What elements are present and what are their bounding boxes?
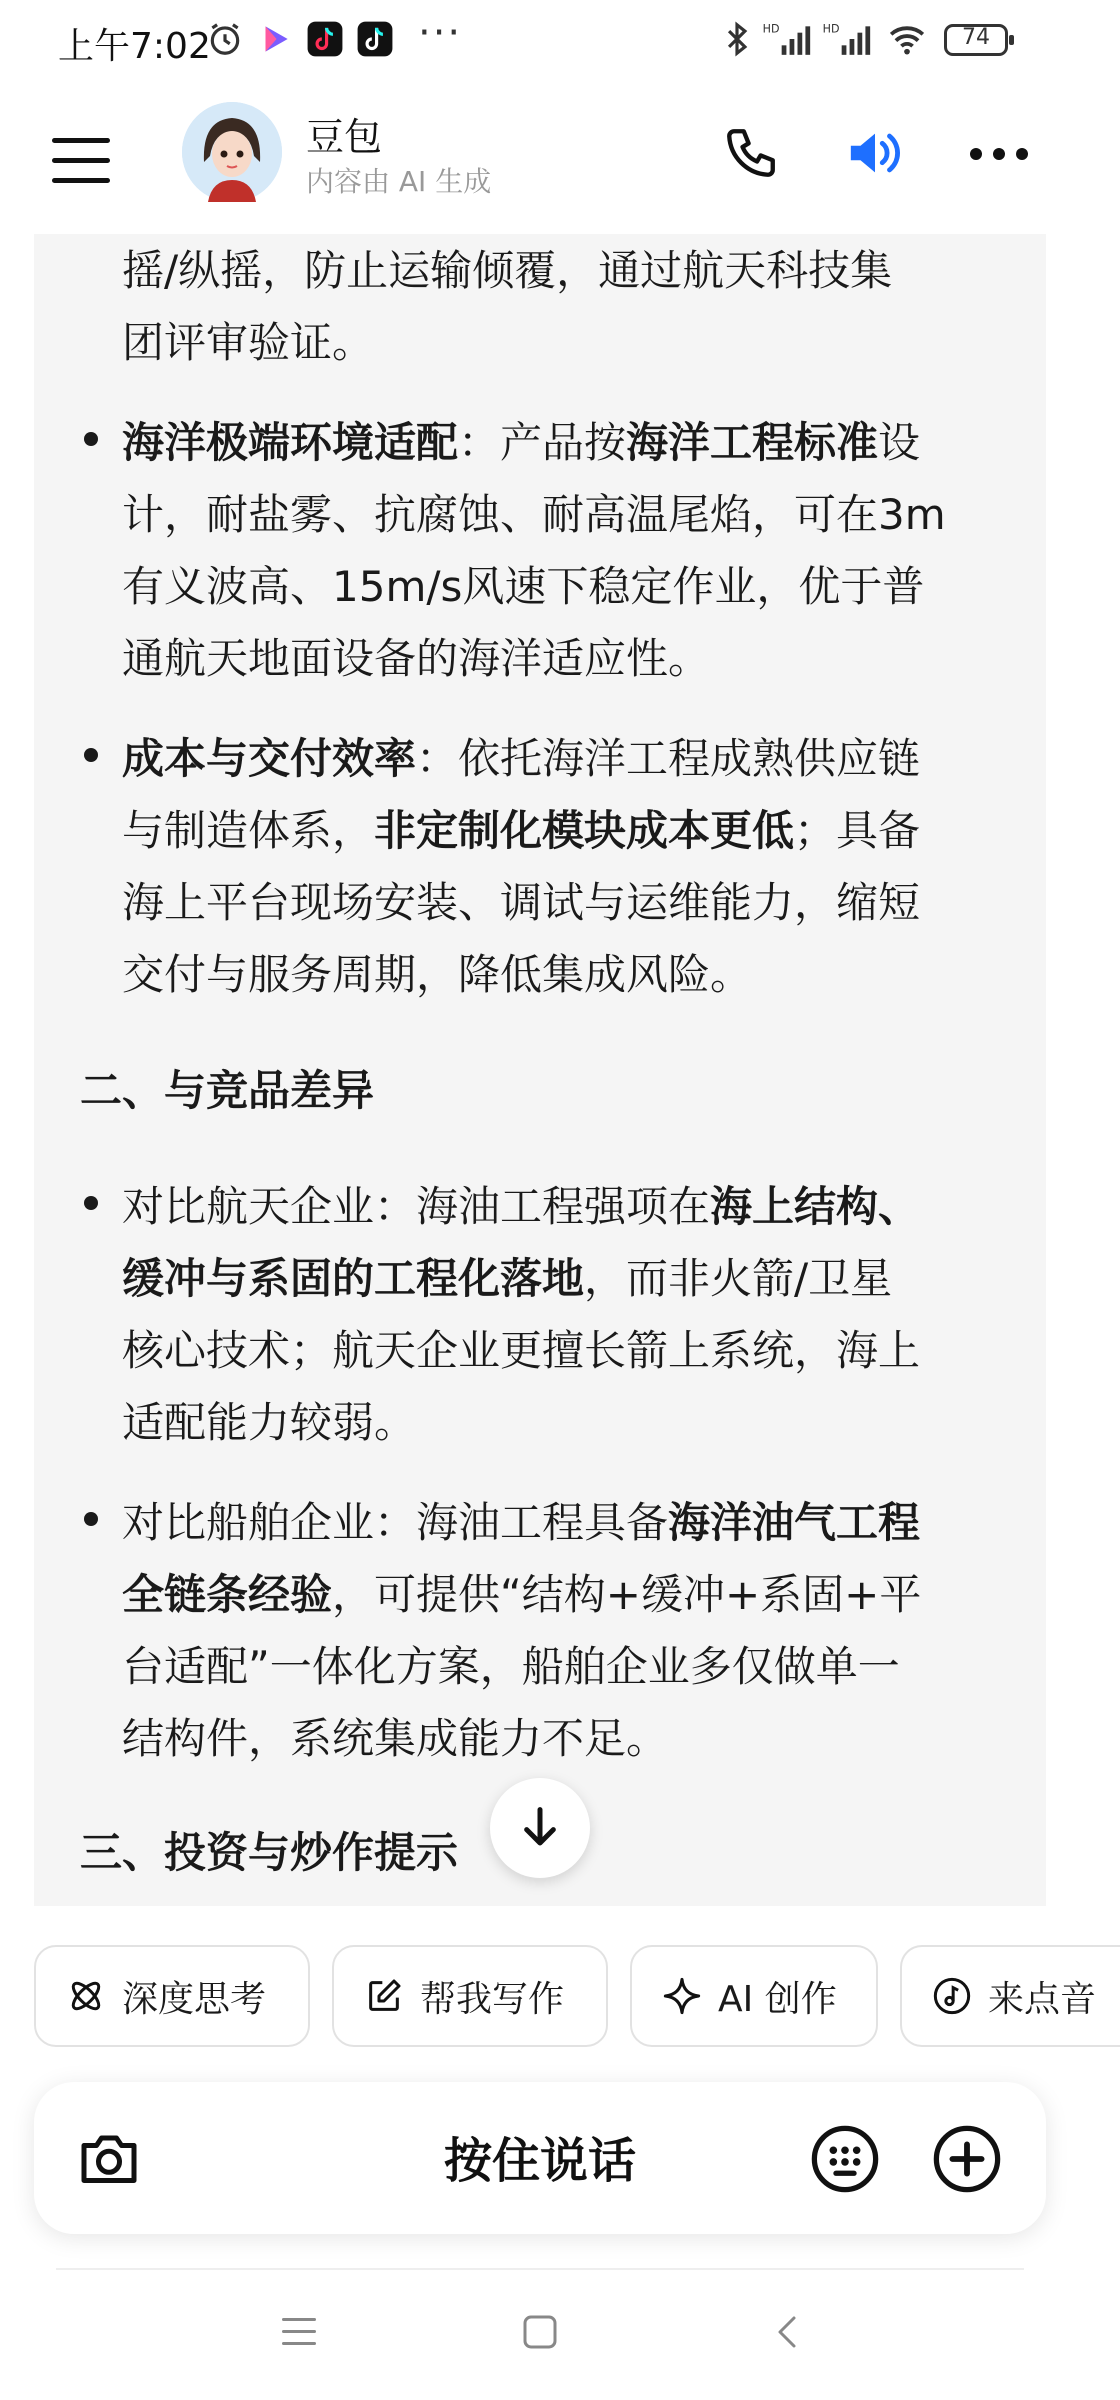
bot-avatar[interactable]: [182, 102, 282, 202]
status-time: 上午7:02: [58, 26, 211, 67]
text-span: 设: [878, 418, 921, 467]
bold-text: 缓冲与系固的工程化落地: [122, 1254, 585, 1303]
bold-text: 海洋工程标准: [626, 418, 879, 467]
bold-text: 海上结构、: [710, 1182, 921, 1231]
chip-label: 来点音: [988, 1978, 1097, 2020]
douyin-lite-icon: [356, 20, 394, 58]
music-icon: [932, 1976, 972, 2016]
bluetooth-icon: [718, 20, 756, 58]
battery-level: 74: [962, 25, 990, 50]
alarm-icon: [206, 20, 244, 58]
chat-header: [0, 84, 1080, 234]
doubao-avatar-icon: [182, 102, 282, 202]
text-line: [122, 410, 920, 470]
signal-hd-1-icon: [760, 20, 816, 58]
battery-icon: [944, 24, 1008, 56]
text-line: [122, 726, 920, 786]
svg-text:HD: HD: [822, 22, 840, 36]
section-heading: 三、投资与炒作提示: [80, 1828, 459, 1877]
text-line: [122, 1490, 920, 1550]
chip-help-me-write[interactable]: [332, 1945, 608, 2047]
signal-hd-2-icon: [820, 20, 876, 58]
video-app-icon: [256, 20, 294, 58]
text-line: [122, 798, 920, 858]
bold-text: 海洋极端环境适配: [122, 418, 459, 467]
status-more-indicator: ···: [418, 10, 463, 56]
text-span: ，而非火箭/卫星: [584, 1254, 893, 1303]
text-line: 团评审验证。: [122, 318, 375, 367]
text-span: ；具备: [794, 806, 921, 855]
wifi-icon: [884, 20, 930, 58]
bullet-dot: [84, 1196, 98, 1210]
camera-icon[interactable]: [76, 2128, 142, 2188]
chip-ai-create[interactable]: [630, 1945, 878, 2047]
bullet-dot: [84, 748, 98, 762]
section-heading: 二、与竞品差异: [80, 1066, 375, 1115]
more-options-icon[interactable]: [968, 144, 1030, 164]
message-content: [34, 234, 1046, 1906]
text-line: [122, 1246, 892, 1306]
text-line: 有义波高、15m/s风速下稳定作业，优于普: [122, 562, 925, 611]
text-line: 海上平台现场安装、调试与运维能力，缩短: [122, 878, 921, 927]
bullet-dot: [84, 432, 98, 446]
chip-deep-thinking[interactable]: [34, 1945, 310, 2047]
emoji-icon[interactable]: [810, 2124, 880, 2194]
text-line: [122, 1562, 921, 1622]
text-line: 结构件，系统集成能力不足。: [122, 1714, 669, 1763]
text-line: 适配能力较弱。: [122, 1398, 417, 1447]
input-bar: [34, 2082, 1046, 2234]
bold-text: 成本与交付效率: [122, 734, 417, 783]
speaker-icon[interactable]: [842, 124, 908, 182]
text-line: 摇/纵摇，防止运输倾覆，通过航天科技集: [122, 246, 893, 295]
text-span: ：产品按: [458, 418, 627, 467]
bot-name: 豆包: [306, 115, 383, 159]
chip-music[interactable]: [900, 1945, 1120, 2047]
scroll-to-bottom-button[interactable]: [490, 1778, 590, 1878]
bullet-dot: [84, 1512, 98, 1526]
hold-to-talk-button[interactable]: 按住说话: [443, 2133, 636, 2189]
chip-label: 帮我写作: [420, 1978, 565, 2020]
douyin-icon: [306, 20, 344, 58]
text-line: 台适配”一体化方案，船舶企业多仅做单一: [122, 1642, 900, 1691]
edit-icon: [364, 1976, 404, 2016]
plus-icon[interactable]: [932, 2124, 1002, 2194]
divider: [56, 2268, 1024, 2270]
nav-back-icon[interactable]: [768, 2312, 808, 2352]
text-span: 对比船舶企业：海油工程具备: [122, 1498, 669, 1547]
chip-label: 深度思考: [122, 1978, 267, 2020]
text-span: 与制造体系，: [122, 806, 375, 855]
ai-generated-notice: 内容由 AI 生成: [306, 165, 492, 198]
status-bar: [0, 0, 1080, 84]
arrow-down-icon: [520, 1806, 560, 1850]
nav-menu-icon[interactable]: [280, 2314, 320, 2350]
text-line: 核心技术；航天企业更擅长箭上系统，海上: [122, 1326, 921, 1375]
atom-icon: [66, 1976, 106, 2016]
menu-icon[interactable]: [52, 132, 118, 188]
bold-text: 非定制化模块成本更低: [374, 806, 795, 855]
sparkle-icon: [662, 1976, 702, 2016]
text-span: 对比航天企业：海油工程强项在: [122, 1182, 711, 1231]
text-line: 计，耐盐雾、抗腐蚀、耐高温尾焰，可在3m: [122, 490, 946, 539]
chip-label: AI 创作: [718, 1978, 837, 2020]
nav-home-icon[interactable]: [520, 2312, 560, 2352]
phone-call-icon[interactable]: [722, 124, 780, 182]
text-line: 通航天地面设备的海洋适应性。: [122, 634, 711, 683]
text-line: 交付与服务周期，降低集成风险。: [122, 950, 753, 999]
bold-text: 全链条经验: [122, 1570, 333, 1619]
svg-text:HD: HD: [762, 22, 780, 36]
text-line: [122, 1174, 920, 1234]
bold-text: 海洋油气工程: [668, 1498, 921, 1547]
text-span: ：依托海洋工程成熟供应链: [416, 734, 921, 783]
text-span: ，可提供“结构+缓冲+系固+平: [332, 1570, 922, 1619]
